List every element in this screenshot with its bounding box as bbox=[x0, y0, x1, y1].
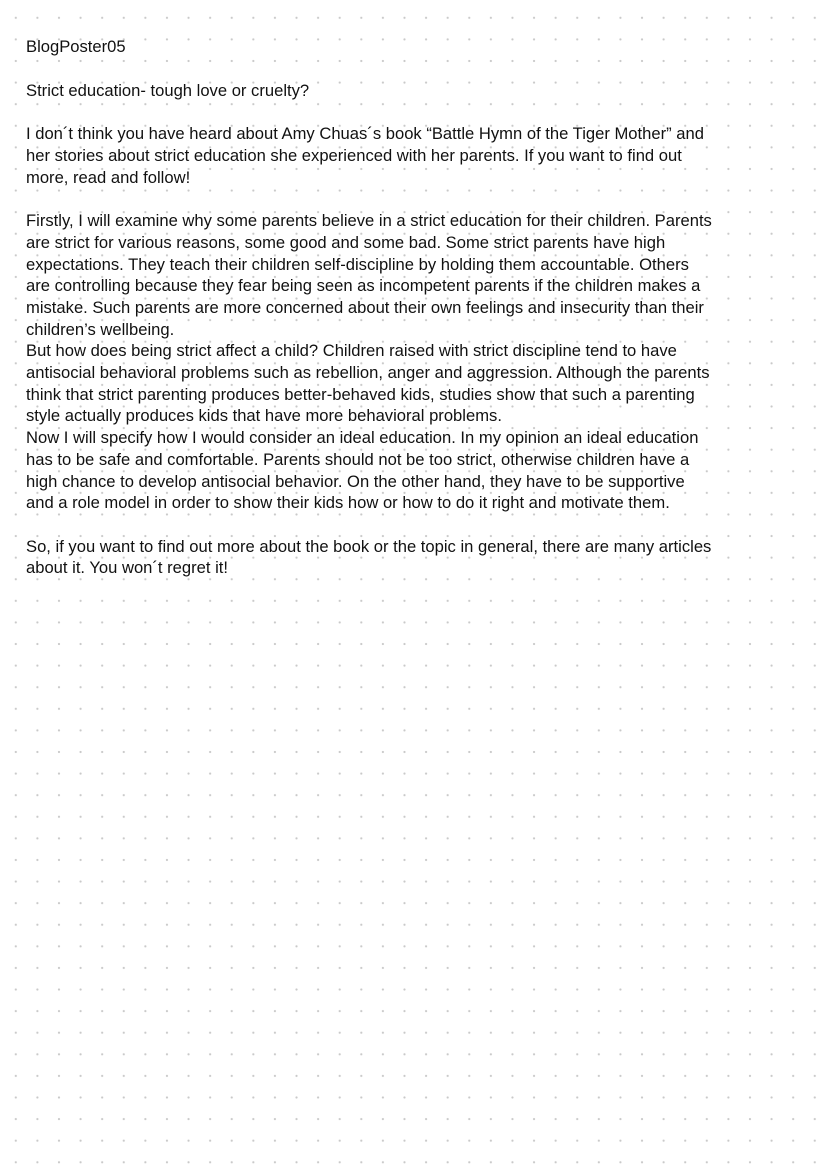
text-line: So, if you want to find out more about the book or the topic in general, there are many articles bbox=[26, 536, 712, 556]
text-line: antisocial behavioral problems such as rebellion, anger and aggression. Although the parents bbox=[26, 363, 710, 383]
conclusion-paragraph bbox=[26, 536, 796, 579]
text-line: expectations. They teach their children self-discipline by holding them accountable. Others bbox=[26, 254, 689, 274]
text-line: high chance to develop antisocial behavior. On the other hand, they have to be supportive bbox=[26, 471, 685, 491]
text-line: are controlling because they fear being seen as incompetent parents if the children makes a bbox=[26, 276, 701, 296]
author-name: BlogPoster05 bbox=[26, 37, 126, 56]
post-title: Strict education- tough love or cruelty? bbox=[26, 80, 310, 100]
intro-paragraph bbox=[26, 123, 796, 188]
text-line: But how does being strict affect a child? Children raised with strict discipline tend to have bbox=[26, 341, 677, 361]
text-line: children’s wellbeing. bbox=[26, 319, 175, 339]
text-line: Now I will specify how I would consider an ideal education. In my opinion an ideal education bbox=[26, 428, 699, 448]
text-line: and a role model in order to show their kids how or how to do it right and motivate them. bbox=[26, 493, 670, 513]
text-line: about it. You won´t regret it! bbox=[26, 558, 229, 578]
text-line: Firstly, I will examine why some parents believe in a strict education for their children. Parents bbox=[26, 211, 712, 231]
text-line: her stories about strict education she experienced with her parents. If you want to find out bbox=[26, 146, 682, 166]
text-line: mistake. Such parents are more concerned about their own feelings and insecurity than their bbox=[26, 297, 704, 317]
text-line: style actually produces kids that have more behavioral problems. bbox=[26, 406, 502, 426]
text-line: I don´t think you have heard about Amy Chuas´s book “Battle Hymn of the Tiger Mother” and bbox=[26, 124, 704, 144]
text-line: has to be safe and comfortable. Parents should not be too strict, otherwise children have a bbox=[26, 449, 690, 469]
body-paragraph bbox=[26, 210, 796, 514]
text-line: are strict for various reasons, some good and some bad. Some strict parents have high bbox=[26, 232, 666, 252]
text-line: more, read and follow! bbox=[26, 167, 191, 187]
text-line: think that strict parenting produces better-behaved kids, studies show that such a parenting bbox=[26, 384, 695, 404]
blog-post bbox=[26, 36, 796, 601]
